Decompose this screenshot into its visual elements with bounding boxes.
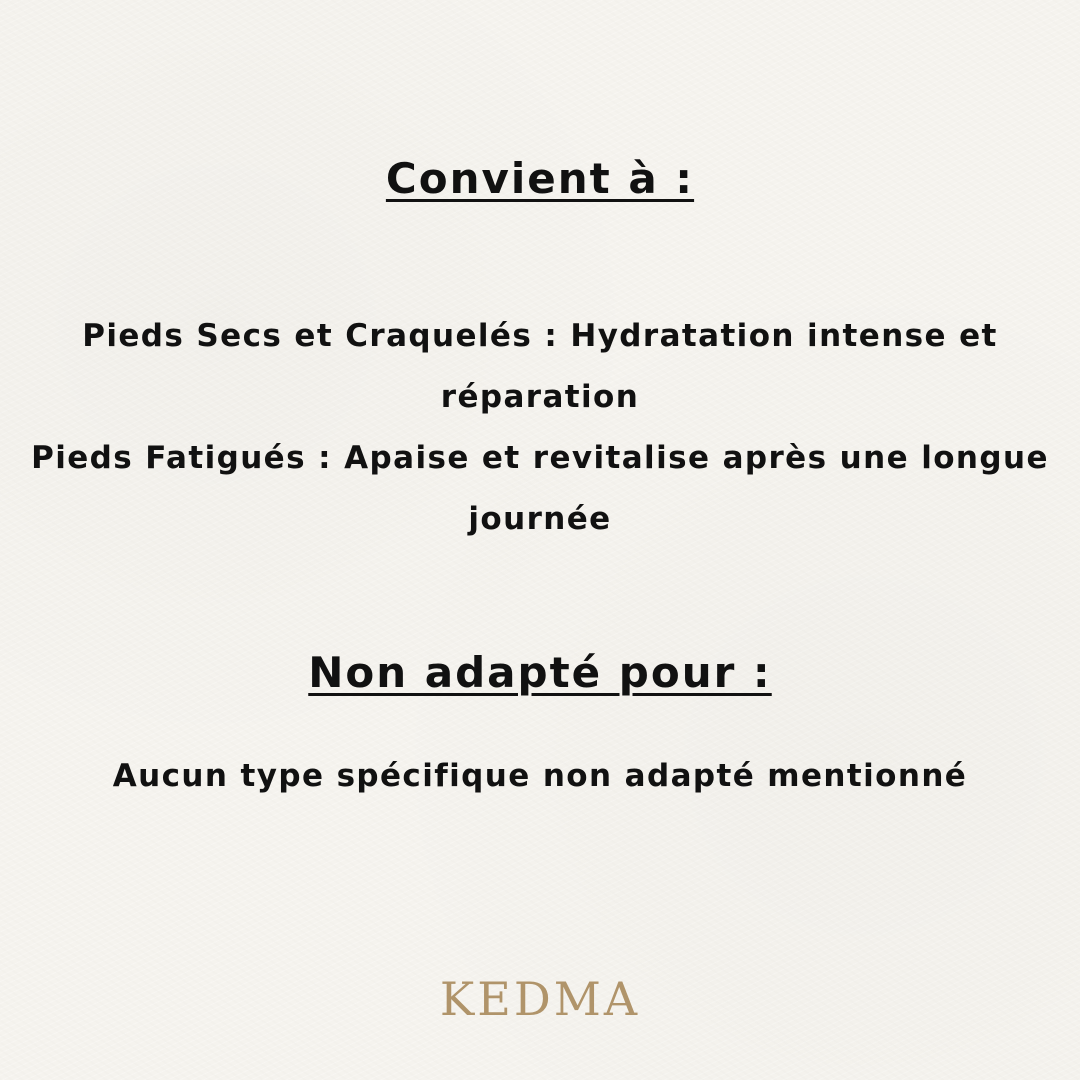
suitable-list [20,306,1060,550]
not-suitable-item: Aucun type spécifique non adapté mentionné [112,758,968,794]
not-suitable-heading-text: Non adapté pour : [308,648,772,697]
not-suitable-list [20,746,1060,807]
suitable-heading [0,154,1080,203]
brand-logo: KEDMA [439,972,641,1026]
not-suitable-heading [0,648,1080,697]
suitable-item-dry-feet: Pieds Secs et Craquelés : Hydratation intense et réparation [82,318,998,415]
suitable-heading-text: Convient à : [385,154,695,203]
suitable-item-tired-feet: Pieds Fatigués : Apaise et revitalise après une longue journée [31,440,1049,537]
